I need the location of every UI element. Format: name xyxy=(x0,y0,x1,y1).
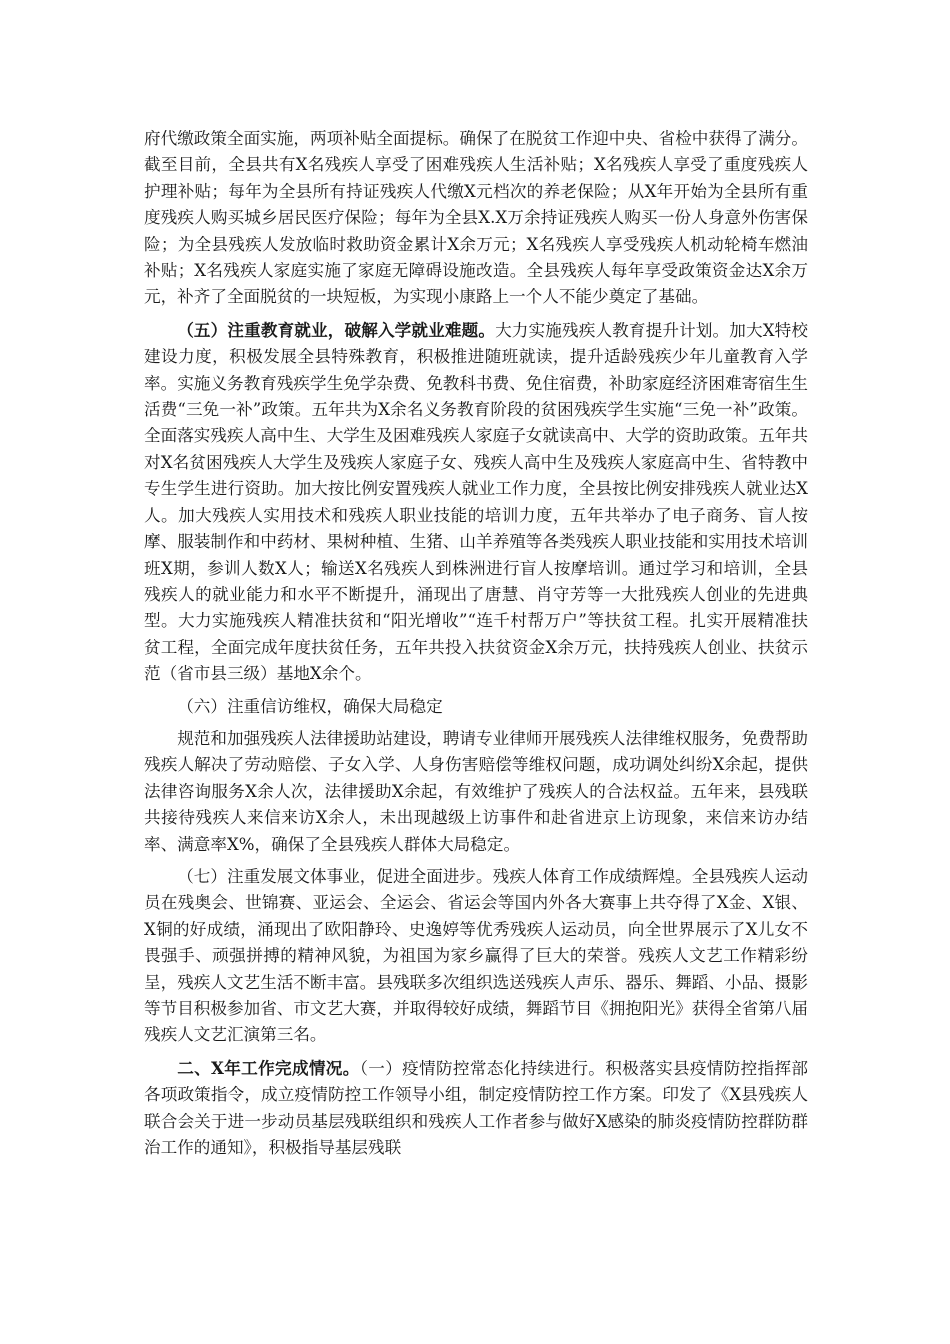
paragraph-year-work-text: （一）疫情防控常态化持续进行。积极落实县疫情防控指挥部各项政策指令，成立疫情防控工作领导小组，制定疫情防控工作方案。印发了《X县残疾人联合会关于进一步动员基层残联组织和残疾人工作者参与做好X感染的肺炎疫情防控群防群治工作的通知》，积极指导基层残联 xyxy=(144,1058,809,1158)
paragraph-year-work xyxy=(144,1055,808,1162)
document-body xyxy=(144,126,808,1167)
paragraph-petitions-rights-text: 规范和加强残疾人法律援助站建设，聘请专业律师开展残疾人法律维权服务，免费帮助残疾人解决了劳动赔偿、子女入学、人身伤害赔偿等维权问题，成功调处纠纷X余起，提供法律咨询服务X余人次，法律援助X余起，有效维护了残疾人的合法权益。五年来，县残联共接待残疾人来信来访X余人，未出现越级上访事件和赴省进京上访现象，来信来访办结率、满意率X%，确保了全县残疾人群体大局稳定。 xyxy=(144,728,808,854)
section-heading-six xyxy=(144,694,808,720)
section-heading-five: （五）注重教育就业，破解入学就业难题。 xyxy=(177,319,496,340)
paragraph-subsidies xyxy=(144,126,808,311)
paragraph-petitions-rights xyxy=(144,726,808,858)
paragraph-culture-sports xyxy=(144,864,808,1049)
section-heading-six-text: （六）注重信访维权，确保大局稳定 xyxy=(177,696,443,716)
paragraph-education-employment xyxy=(144,317,808,688)
paragraph-education-employment-text: 大力实施残疾人教育提升计划。加大X特校建设力度，积极发展全县特殊教育，积极推进随班就读，提升适龄残疾少年儿童教育入学率。实施义务教育残疾学生免学杂费、免教科书费、免住宿费，补助家庭经济困难寄宿生生活费“三免一补”政策。五年共为X余名义务教育阶段的贫困残疾学生实施“三免一补”政策。全面落实残疾人高中生、大学生及困难残疾人家庭子女就读高中、大学的资助政策。五年共对X名贫困残疾人大学生及残疾人家庭子女、残疾人高中生及残疾人家庭高中生、省特教中专生学生进行资助。加大按比例安置残疾人就业工作力度，全县按比例安排残疾人就业达X人。加大残疾人实用技术和残疾人职业技能的培训力度，五年共举办了电子商务、盲人按摩、服装制作和中药材、果树种植、生猪、山羊养殖等各类残疾人职业技能和实用技术培训班X期，参训人数X人；输送X名残疾人到株洲进行盲人按摩培训。通过学习和培训，全县残疾人的就业能力和水平不断提升，涌现出了唐慧、肖守芳等一大批残疾人创业的先进典型。大力实施残疾人精准扶贫和“阳光增收”“连千村帮万户”等扶贫工程。扎实开展精准扶贫工程，全面完成年度扶贫任务，五年共投入扶贫资金X余万元，扶持残疾人创业、扶贫示范（省市县三级）基地X余个。 xyxy=(144,320,809,684)
section-heading-two: 二、X年工作完成情况。 xyxy=(177,1057,360,1078)
paragraph-culture-sports-text: （七）注重发展文体事业，促进全面进步。残疾人体育工作成绩辉煌。全县残疾人运动员在残奥会、世锦赛、亚运会、全运会、省运会等国内外各大赛事上共夺得了X金、X银、X铜的好成绩，涌现出了欧阳静玲、史逸婷等优秀残疾人运动员，向全世界展示了X儿女不畏强手、顽强拼搏的精神风貌，为祖国为家乡赢得了巨大的荣誉。残疾人文艺工作精彩纷呈，残疾人文艺生活不断丰富。县残联多次组织选送残疾人声乐、器乐、舞蹈、小品、摄影等节目积极参加省、市文艺大赛，并取得较好成绩，舞蹈节目《拥抱阳光》获得全省第八届残疾人文艺汇演第三名。 xyxy=(144,866,808,1045)
paragraph-subsidies-text: 府代缴政策全面实施，两项补贴全面提标。确保了在脱贫工作迎中央、省检中获得了满分。截至目前，全县共有X名残疾人享受了困难残疾人生活补贴；X名残疾人享受了重度残疾人护理补贴；每年为全县所有持证残疾人代缴X元档次的养老保险；从X年开始为全县所有重度残疾人购买城乡居民医疗保险；每年为全县X.X万余持证残疾人购买一份人身意外伤害保险；为全县残疾人发放临时救助资金累计X余万元；X名残疾人享受残疾人机动轮椅车燃油补贴；X名残疾人家庭实施了家庭无障碍设施改造。全县残疾人每年享受政策资金达X余万元，补齐了全面脱贫的一块短板，为实现小康路上一个人不能少奠定了基础。 xyxy=(144,129,808,307)
